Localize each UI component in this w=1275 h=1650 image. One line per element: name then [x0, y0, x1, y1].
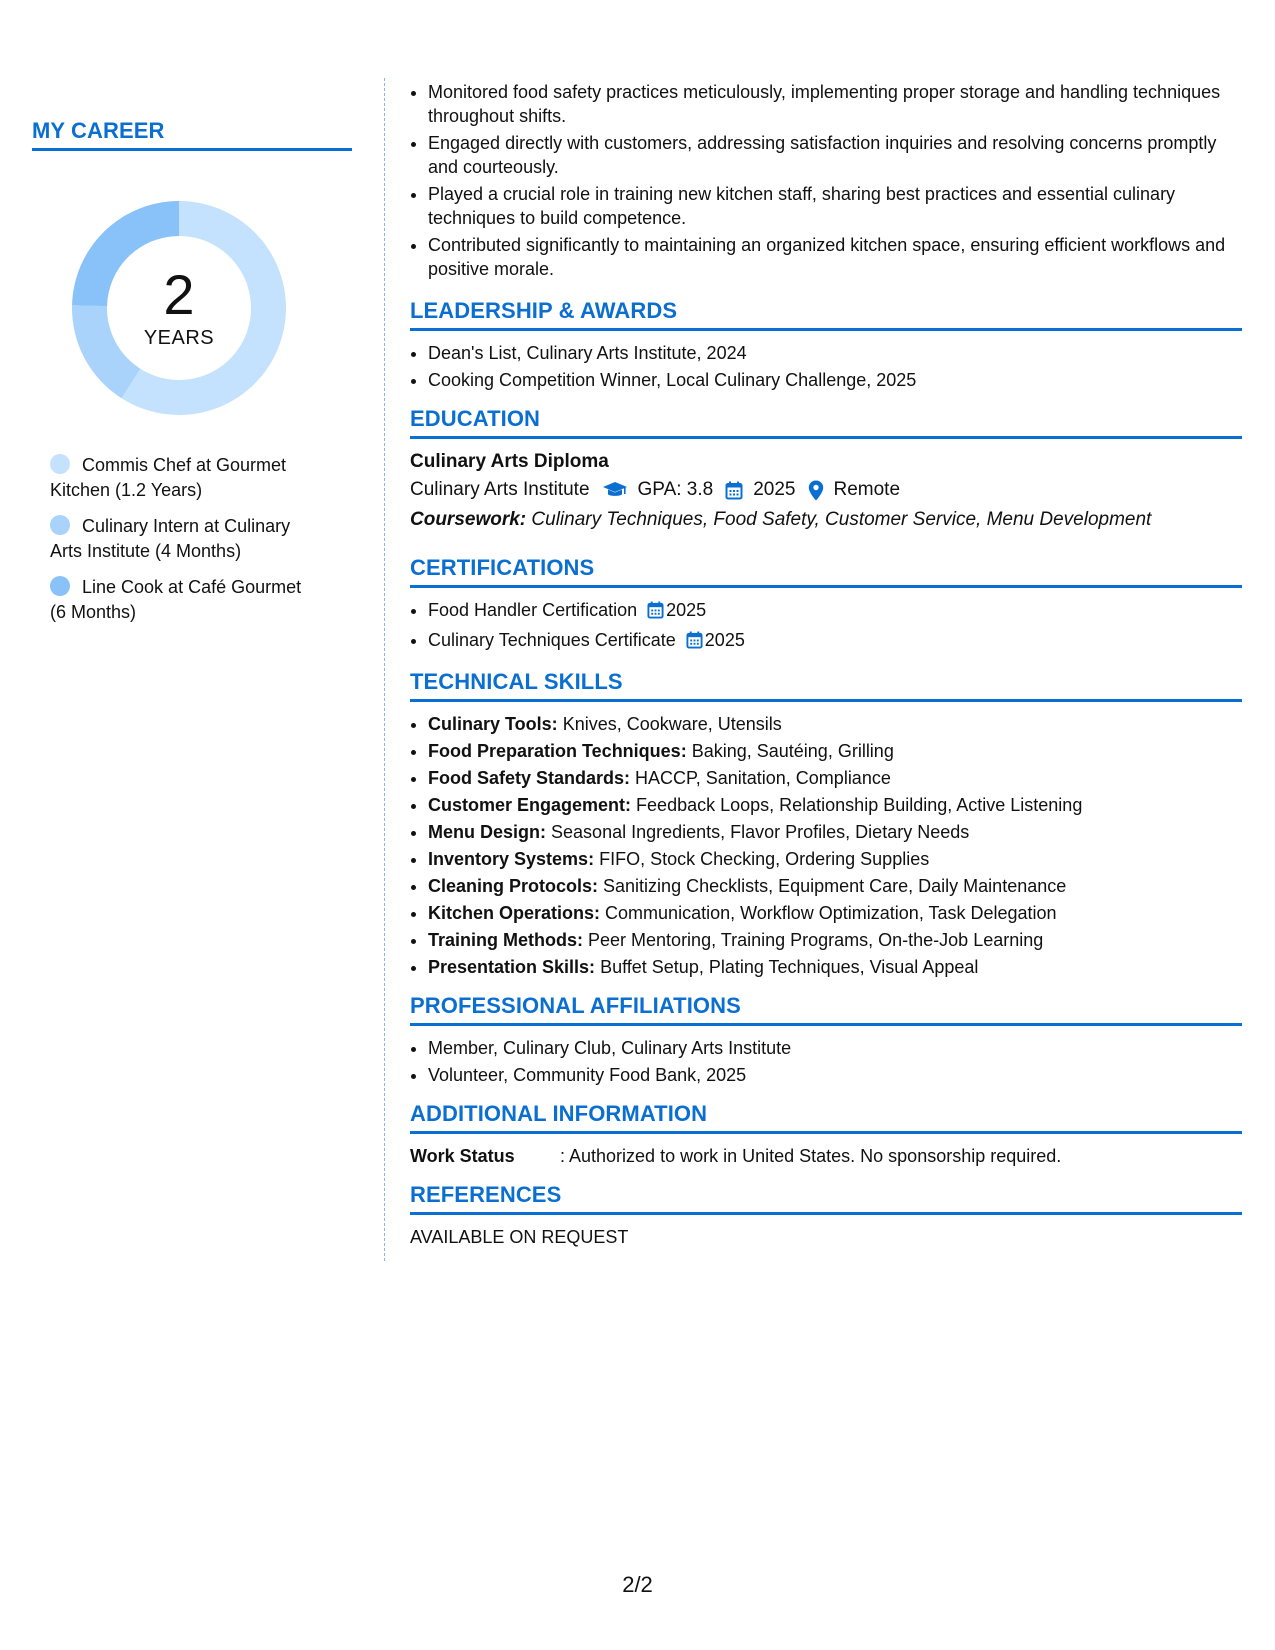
references-section	[410, 1182, 1242, 1249]
legend-item	[50, 453, 352, 503]
legend-dot	[50, 454, 70, 474]
legend-dot	[50, 576, 70, 596]
additional-info-section	[410, 1101, 1242, 1168]
section-title: EDUCATION	[410, 406, 1242, 439]
calendar-icon	[647, 601, 664, 625]
skill-label: Culinary Tools:	[428, 714, 558, 734]
skill-label: Cleaning Protocols:	[428, 876, 599, 896]
skill-value: Feedback Loops, Relationship Building, Active Listening	[636, 795, 1083, 815]
cert-year: 2025	[704, 630, 745, 650]
skill-value: Sanitizing Checklists, Equipment Care, Daily Maintenance	[603, 876, 1067, 896]
list-item	[428, 847, 1242, 871]
cert-name: Culinary Techniques Certificate	[428, 630, 676, 650]
education-details	[410, 475, 1242, 505]
skill-value: FIFO, Stock Checking, Ordering Supplies	[599, 849, 930, 869]
coursework-list: Culinary Techniques, Food Safety, Customer Service, Menu Development	[531, 509, 1152, 530]
work-status-value: : Authorized to work in United States. No sponsorship required.	[560, 1146, 1062, 1166]
career-years-value: 2	[163, 263, 195, 326]
leadership-list	[410, 341, 1242, 392]
graduation-cap-icon	[602, 481, 628, 499]
donut-center	[64, 193, 294, 423]
work-status-label: Work Status	[410, 1146, 515, 1166]
page-number: 2/2	[622, 1572, 653, 1597]
calendar-icon	[725, 481, 743, 500]
career-legend	[32, 453, 352, 625]
skill-value: Communication, Workflow Optimization, Task Delegation	[605, 903, 1057, 923]
skill-value: Knives, Cookware, Utensils	[562, 714, 782, 734]
skills-list	[410, 712, 1242, 979]
list-item: • Engaged directly with customers, addressing satisfaction inquiries and resolving concerns promptly and courteously.	[428, 131, 1242, 179]
school-name: Culinary Arts Institute	[410, 479, 590, 500]
career-donut-chart	[64, 193, 294, 423]
leadership-section	[410, 298, 1242, 392]
list-item	[428, 793, 1242, 817]
skill-label: Customer Engagement:	[428, 795, 632, 815]
certifications-list	[410, 598, 1242, 655]
education-section	[410, 406, 1242, 535]
legend-dot	[50, 515, 70, 535]
section-title: LEADERSHIP & AWARDS	[410, 298, 1242, 331]
legend-label: Culinary Intern at Culinary Arts Institute (4 Months)	[50, 516, 291, 561]
skill-label: Inventory Systems:	[428, 849, 595, 869]
skills-section	[410, 669, 1242, 979]
education-location: Remote	[833, 479, 901, 500]
coursework	[410, 505, 1242, 535]
legend-item	[50, 514, 352, 564]
cert-year: 2025	[666, 600, 707, 620]
career-section-title: MY CAREER	[32, 118, 352, 151]
list-item	[428, 739, 1242, 763]
list-item	[428, 766, 1242, 790]
skill-value: Baking, Sautéing, Grilling	[691, 741, 894, 761]
list-item	[428, 955, 1242, 979]
legend-label: Commis Chef at Gourmet Kitchen (1.2 Years)	[50, 455, 287, 500]
skill-label: Training Methods:	[428, 930, 583, 950]
skill-label: Menu Design:	[428, 822, 547, 842]
gpa-value: GPA: 3.8	[637, 479, 714, 500]
section-title: TECHNICAL SKILLS	[410, 669, 1242, 702]
skill-value: Peer Mentoring, Training Programs, On-the-Job Learning	[588, 930, 1044, 950]
list-item: • Member, Culinary Club, Culinary Arts Institute	[428, 1036, 1242, 1060]
main-column	[410, 80, 1242, 1249]
section-title: REFERENCES	[410, 1182, 1242, 1215]
experience-bullets	[410, 80, 1242, 281]
calendar-icon	[686, 631, 703, 655]
column-divider	[384, 78, 385, 1261]
work-status-row	[410, 1144, 1242, 1168]
career-sidebar	[32, 118, 352, 636]
graduation-year: 2025	[753, 479, 796, 500]
coursework-label: Coursework:	[410, 509, 527, 530]
certifications-section	[410, 555, 1242, 655]
career-years-unit: YEARS	[143, 327, 215, 349]
skill-label: Kitchen Operations:	[428, 903, 601, 923]
legend-label: Line Cook at Café Gourmet (6 Months)	[50, 577, 302, 622]
section-title: ADDITIONAL INFORMATION	[410, 1101, 1242, 1134]
skill-value: Seasonal Ingredients, Flavor Profiles, Dietary Needs	[551, 822, 970, 842]
list-item: • Dean's List, Culinary Arts Institute, 2024	[428, 341, 1242, 365]
list-item	[428, 901, 1242, 925]
skill-label: Food Safety Standards:	[428, 768, 631, 788]
list-item: • Cooking Competition Winner, Local Culinary Challenge, 2025	[428, 368, 1242, 392]
skill-label: Food Preparation Techniques:	[428, 741, 687, 761]
degree-name: Culinary Arts Diploma	[410, 451, 609, 472]
affiliations-section	[410, 993, 1242, 1087]
list-item	[428, 928, 1242, 952]
skill-value: HACCP, Sanitation, Compliance	[635, 768, 891, 788]
section-title: CERTIFICATIONS	[410, 555, 1242, 588]
location-pin-icon	[808, 480, 824, 501]
list-item	[428, 820, 1242, 844]
list-item	[428, 598, 1242, 625]
list-item	[428, 712, 1242, 736]
skill-value: Buffet Setup, Plating Techniques, Visual Appeal	[600, 957, 979, 977]
references-text: AVAILABLE ON REQUEST	[410, 1227, 629, 1247]
legend-item	[50, 575, 352, 625]
section-title: PROFESSIONAL AFFILIATIONS	[410, 993, 1242, 1026]
skill-label: Presentation Skills:	[428, 957, 596, 977]
list-item	[428, 874, 1242, 898]
list-item: • Played a crucial role in training new kitchen staff, sharing best practices and essential culinary techniques to build competence.	[428, 182, 1242, 230]
list-item: • Volunteer, Community Food Bank, 2025	[428, 1063, 1242, 1087]
list-item	[428, 628, 1242, 655]
list-item: • Monitored food safety practices meticulously, implementing proper storage and handling techniques throughout shifts.	[428, 80, 1242, 128]
list-item: • Contributed significantly to maintaining an organized kitchen space, ensuring efficient workflows and positive morale.	[428, 233, 1242, 281]
cert-name: Food Handler Certification	[428, 600, 638, 620]
affiliations-list	[410, 1036, 1242, 1087]
